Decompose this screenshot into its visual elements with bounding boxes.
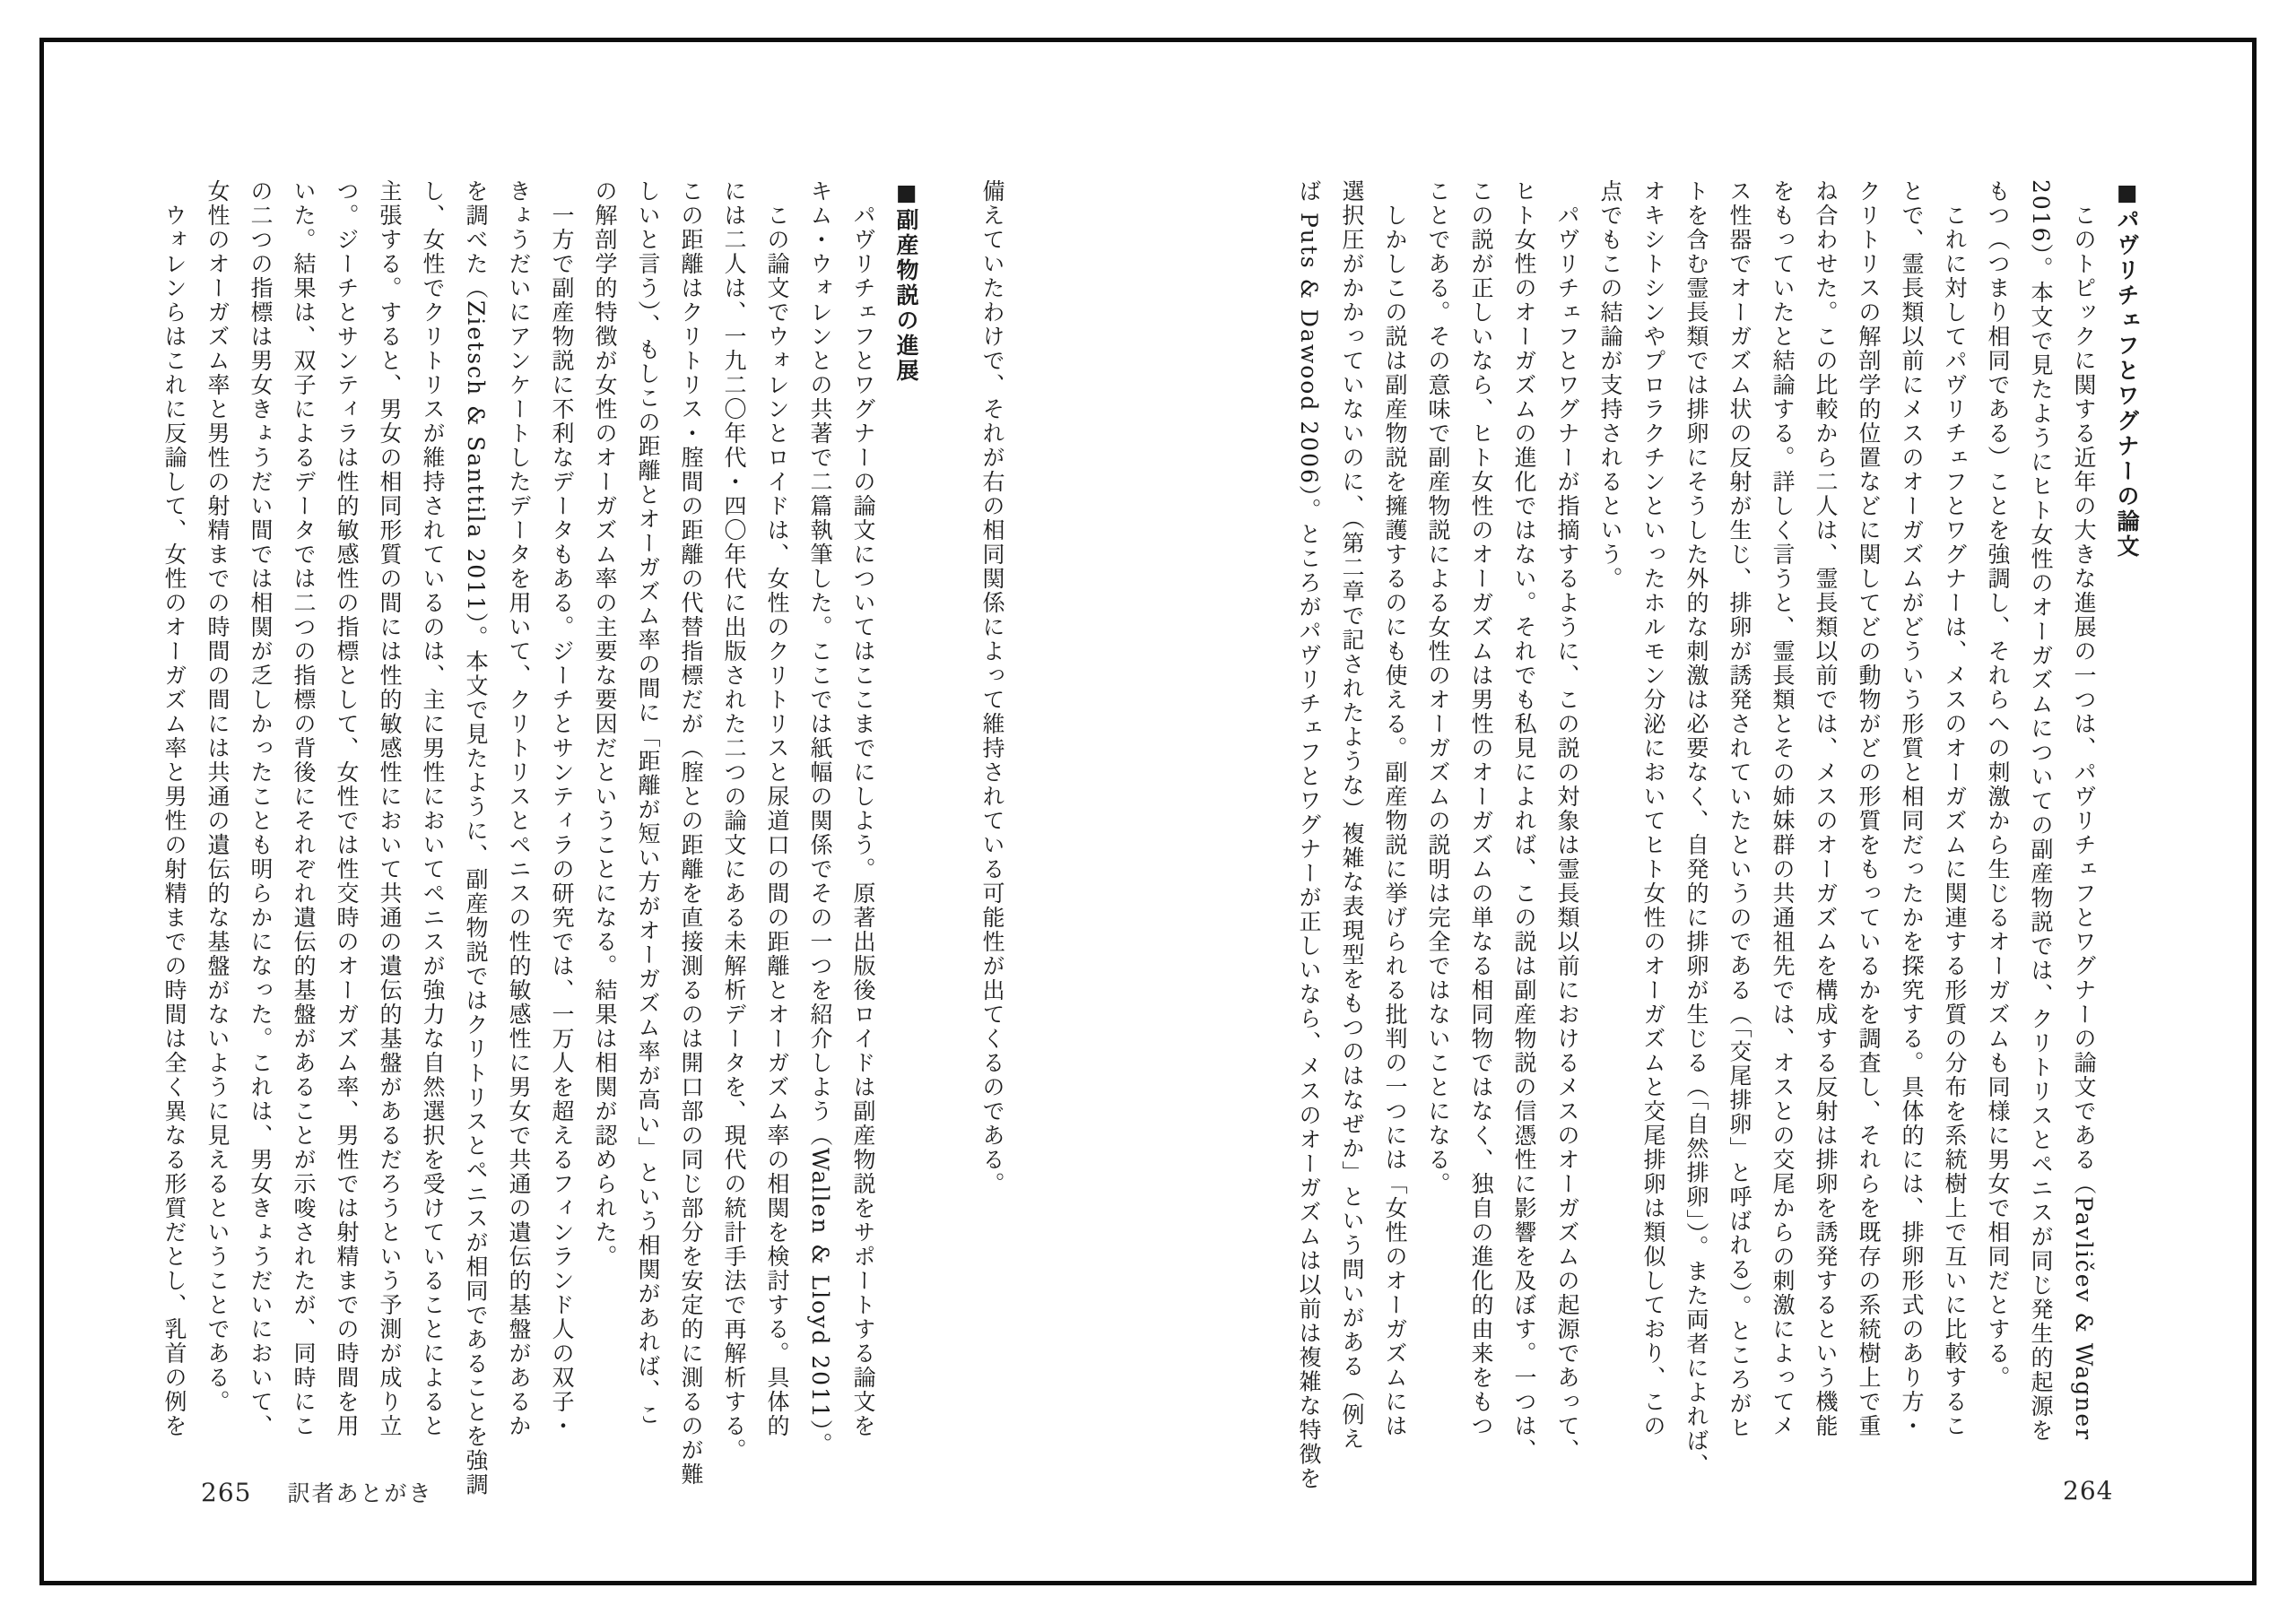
- page-265-footer: [201, 1476, 432, 1508]
- page-264-footer: [2063, 1476, 2113, 1506]
- page-number: 265: [201, 1478, 252, 1507]
- text-column: し、女性でクリトリスが維持されているのは、主に男性においてペニスが強力な自然選択を受けていることによると: [420, 179, 446, 1438]
- text-column: パヴリチェフとワグナーが指摘するように、この説の対象は霊長類以前におけるメスのオーガズムの起源であって、: [1554, 179, 1580, 1462]
- text-column: ヒト女性のオーガズムの進化ではない。それでも私見によれば、この説は副産物説の信憑性に影響を及ぼす。一つは、: [1511, 179, 1537, 1462]
- text-column: つ。ジーチとサンティラは性的敏感性の指標として、女性では性交時のオーガズム率、男性では射精までの時間を用: [334, 179, 360, 1438]
- text-column: この距離はクリトリス・腟間の距離の代替指標だが（腟との距離を直接測るのは開口部の同じ部分を安定的に測るのが難: [678, 179, 704, 1487]
- column-spacer: [927, 179, 970, 1438]
- text-column: ことである。その意味で副産物説による女性のオーガズムの説明は完全ではないことになる。: [1425, 179, 1451, 1196]
- text-column: パヴリチェフとワグナーの論文についてはここまでにしよう。原著出版後ロイドは副産物説をサポートする論文を: [850, 179, 876, 1438]
- text-column: の二つの指標は男女きょうだい間では相関が乏しかったことも明らかになった。これは、男女きょうだいにおいて、: [248, 179, 274, 1438]
- text-column: いた。結果は、双子によるデータでは二つの指標の背後にそれぞれ遺伝的基盤があることが示唆されたが、同時にこ: [291, 179, 317, 1438]
- text-column: 備えていたわけで、それが右の相同関係によって維持されている可能性が出てくるのである。: [979, 179, 1005, 1196]
- text-column: トを含む霊長類では排卵にそうした外的な刺激は必要なく、自発的に排卵が生じる（「自然排卵」）。また両者によれば、: [1683, 179, 1709, 1478]
- text-column: 点でもこの結論が支持されるという。: [1597, 179, 1623, 591]
- page-number: 264: [2063, 1476, 2114, 1506]
- section-heading-column: ■パヴリチェフとワグナーの論文: [2114, 179, 2140, 560]
- text-column: キム・ウォレンとの共著で二篇執筆した。ここでは紙幅の関係でその一つを紹介しよう（Wallen & Lloyd 2011）。: [807, 179, 833, 1457]
- text-column: の解剖学的特徴が女性のオーガズム率の主要な要因だということになる。結果は相関が認められた。: [592, 179, 618, 1269]
- text-column: をもっていたと結論する。詳しく言うと、霊長類とその姉妹群の共通祖先では、オスとの交尾からの刺激によってメ: [1770, 179, 1796, 1438]
- text-column: この論文でウォレンとロイドは、女性のクリトリスと尿道口の間の距離とオーガズム率の相関を検討する。具体的: [764, 179, 790, 1438]
- text-column: ス性器でオーガズム状の反射が生じ、排卵が誘発されていたというのである（「交尾排卵」と呼ばれる）。ところがヒ: [1726, 179, 1752, 1440]
- section-heading-column: ■副産物説の進展: [893, 179, 919, 384]
- text-column: 一方で副産物説に不利なデータもある。ジーチとサンティラの研究では、一万人を超えるフィンランド人の双子・: [549, 179, 575, 1438]
- text-column: もつ（つまり相同である）ことを強調し、それらへの刺激から生じるオーガズムも同様に男女で相同だとする。: [1985, 179, 2011, 1390]
- text-column: を調べた（Zietsch & Santtila 2011）。本文で見たように、副産物説ではクリトリスとペニスが相同であることを強調: [463, 179, 489, 1497]
- text-column: ば Puts & Dawood 2006）。ところがパヴリチェフとワグナーが正しいなら、メスのオーガズムは以前は複雑な特徴を: [1296, 179, 1322, 1491]
- text-column: 女性のオーガズム率と男性の射精までの時間の間には共通の遺伝的な基盤がないように見えるということである。: [204, 179, 230, 1414]
- text-column: しかしこの説は副産物説を擁護するのにも使える。副産物説に挙げられる批判の一つには「女性のオーガズムには: [1382, 179, 1408, 1438]
- text-column: とで、霊長類以前にメスのオーガズムがどういう形質と相同だったかを探究する。具体的には、排卵形式のあり方・: [1899, 179, 1925, 1438]
- text-column: これに対してパヴリチェフとワグナーは、メスのオーガズムに関連する形質の分布を系統樹上で互いに比較するこ: [1942, 179, 1968, 1438]
- text-column: オキシトシンやプロラクチンといったホルモン分泌においてヒト女性のオーガズムと交尾排卵は類似しており、この: [1640, 179, 1666, 1438]
- text-column: この説が正しいなら、ヒト女性のオーガズムは男性のオーガズムの単なる相同物ではなく、独自の進化的由来をもつ: [1468, 179, 1494, 1438]
- text-column: クリトリスの解剖学的位置などに関してどの動物がどの形質をもっているかを調査し、それらを既存の系統樹上で重: [1856, 179, 1882, 1438]
- text-column: ウォレンらはこれに反論して、女性のオーガズム率と男性の射精までの時間は全く異なる形質だとし、乳首の例を: [161, 179, 187, 1438]
- running-head: 訳者あとがき: [287, 1480, 433, 1506]
- text-column: しいと言う）、もしこの距離とオーガズム率の間に「距離が短い方がオーガズム率が高い」という相関があれば、こ: [635, 179, 661, 1428]
- text-column: 主張する。すると、男女の相同形質の間には性的敏感性において共通の遺伝的基盤があるだろうという予測が成り立: [377, 179, 403, 1438]
- text-column: 2016）。本文で見たようにヒト女性のオーガズムについての副産物説では、クリトリスとペニスが同じ発生的起源を: [2028, 179, 2054, 1444]
- text-column: ね合わせた。この比較から二人は、霊長類以前では、メスのオーガズムを構成する反射は排卵を誘発するという機能: [1813, 179, 1839, 1438]
- text-column: このトピックに関する近年の大きな進展の一つは、パヴリチェフとワグナーの論文である（Pavličev & Wagner: [2071, 179, 2097, 1442]
- text-column: 選択圧がかかっていないのに、（第二章で記されたような）複雑な表現型をもつのはなぜか」という問いがある（例え: [1339, 179, 1365, 1452]
- text-column: きょうだいにアンケートしたデータを用いて、クリトリスとペニスの性的敏感性に男女で共通の遺伝的基盤があるか: [506, 179, 532, 1438]
- text-column: には二人は、一九二〇年代・四〇年代に出版された二つの論文にある未解析データを、現代の統計手法で再解析する。: [721, 179, 747, 1462]
